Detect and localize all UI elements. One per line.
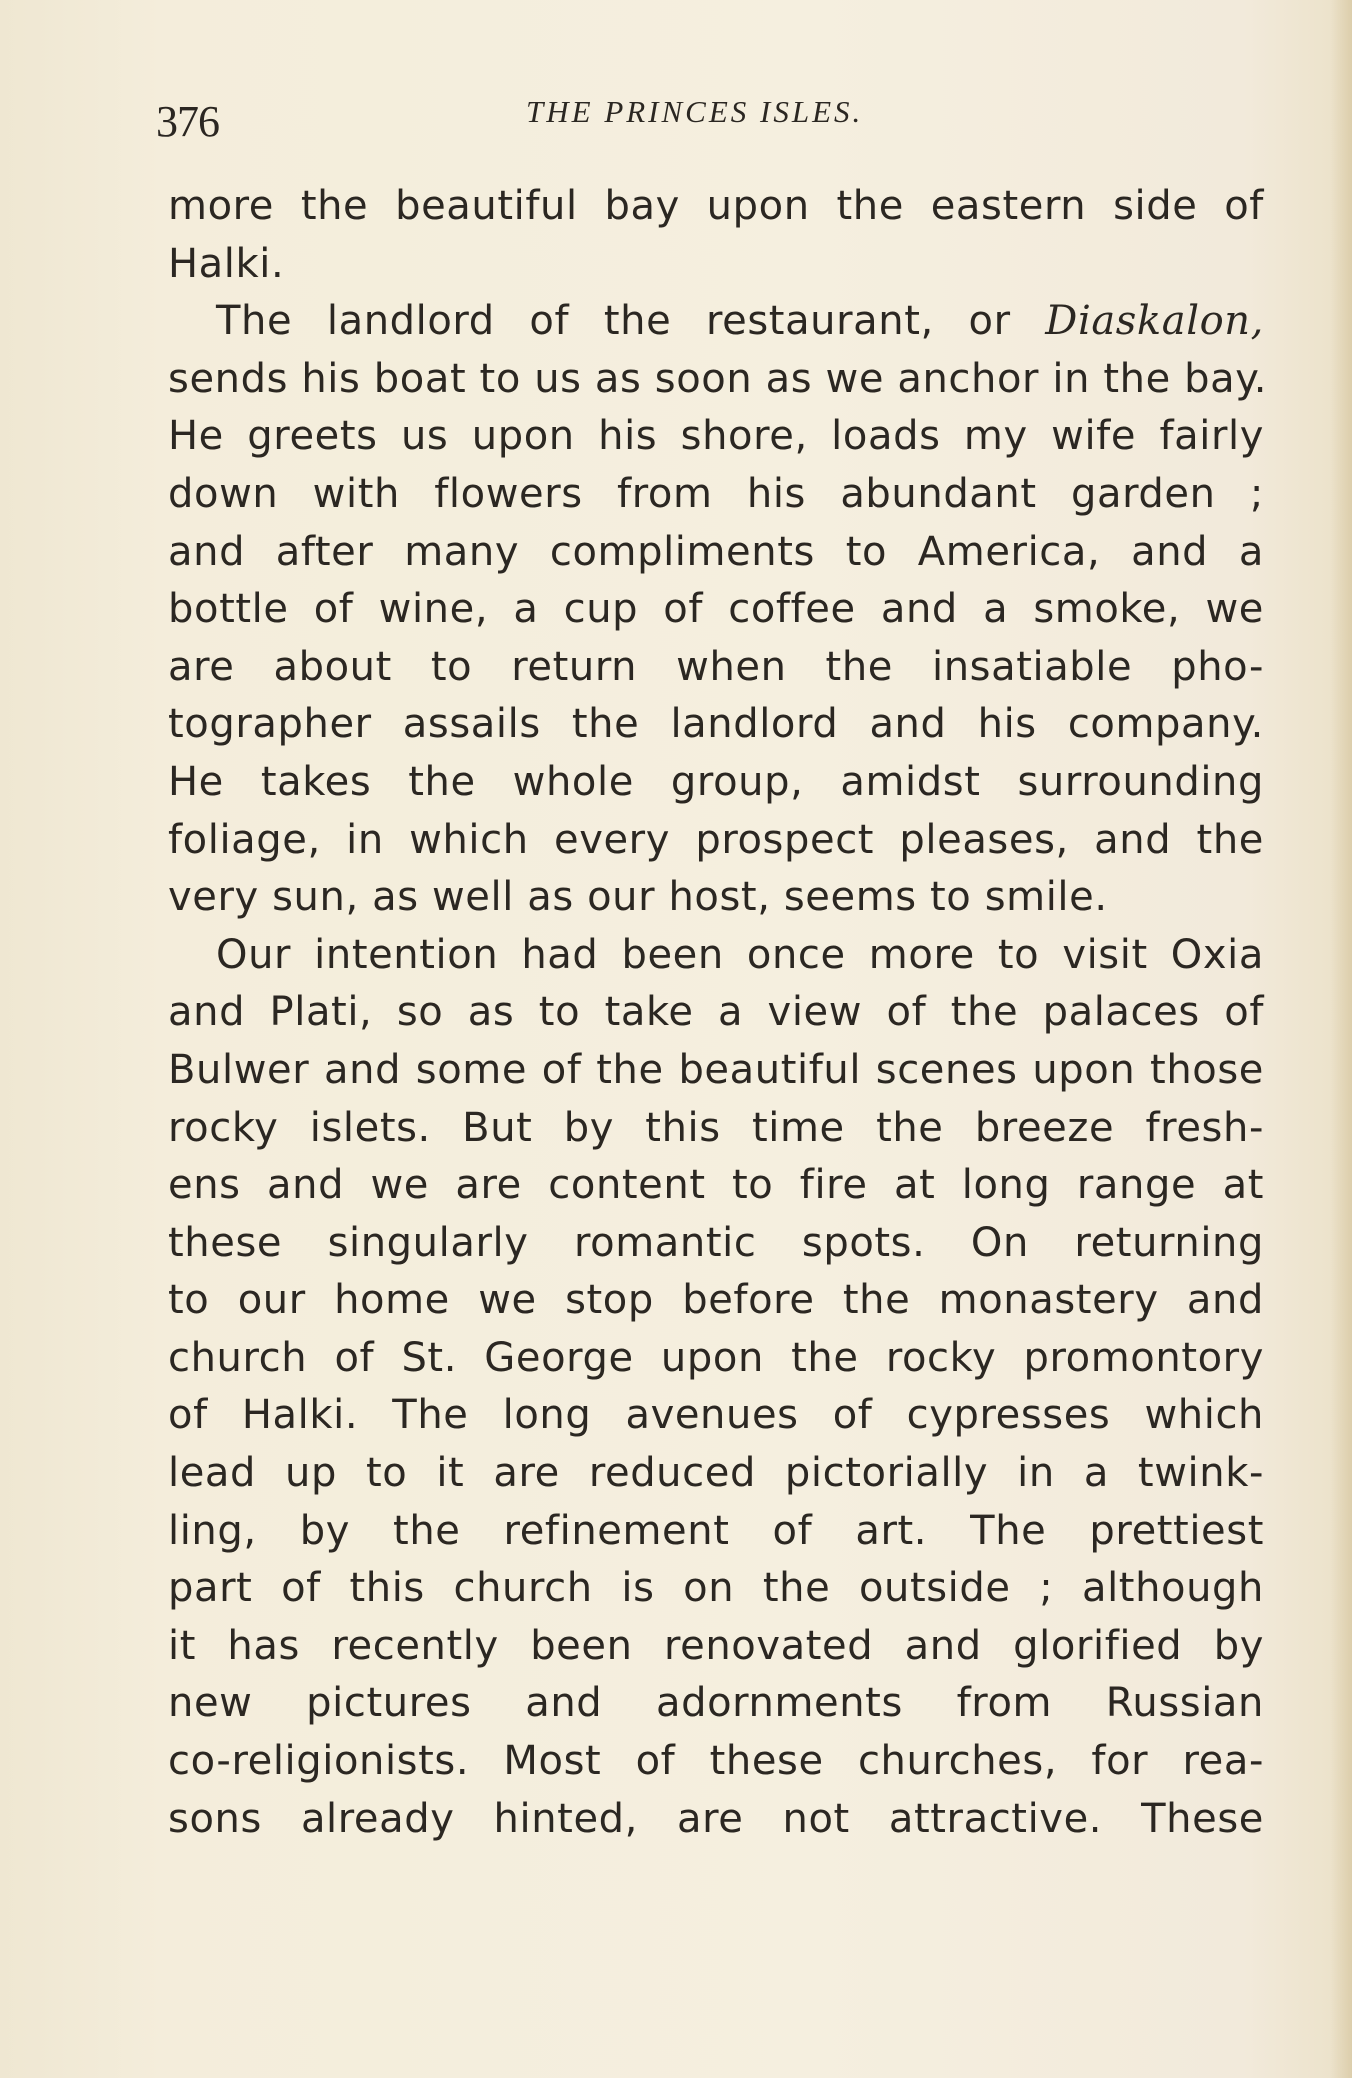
- text-line: sends his boat to us as soon as we anchor in the bay.: [168, 355, 1268, 402]
- body-text: [168, 178, 1268, 1848]
- running-head: [156, 88, 1276, 148]
- text-line: ling, by the refinement of art. The prettiest: [168, 1507, 1264, 1554]
- text-line: very sun, as well as our host, seems to smile.: [168, 874, 1108, 921]
- text-line: and after many compliments to America, and a: [168, 528, 1264, 575]
- text-line: church of St. George upon the rocky promontory: [168, 1334, 1264, 1381]
- text-line: ens and we are content to fire at long range at: [168, 1162, 1264, 1209]
- text-line: rocky islets. But by this time the breeze fresh-: [168, 1104, 1264, 1151]
- text-line: foliage, in which every prospect pleases, and the: [168, 816, 1264, 863]
- text-line: He takes the whole group, amidst surrounding: [168, 758, 1264, 805]
- text-line: more the beautiful bay upon the eastern side of: [168, 183, 1264, 229]
- text-line: bottle of wine, a cup of coffee and a smoke, we: [168, 586, 1264, 633]
- text-line: of Halki. The long avenues of cypresses which: [168, 1392, 1264, 1439]
- text-line: tographer assails the landlord and his company.: [168, 701, 1264, 748]
- text-line: and Plati, so as to take a view of the palaces of: [168, 989, 1264, 1036]
- text-line: Halki.: [168, 240, 285, 287]
- text-line: new pictures and adornments from Russian: [168, 1680, 1264, 1727]
- text-line: Our intention had been once more to visit Oxia: [216, 931, 1264, 978]
- page-number: 376: [156, 97, 219, 146]
- running-title: THE PRINCES ISLES.: [526, 94, 864, 129]
- text-line: [168, 293, 1264, 351]
- text-line: lead up to it are reduced pictorially in a twink-: [168, 1450, 1264, 1497]
- text-line: co-religionists. Most of these churches, for rea-: [168, 1738, 1264, 1785]
- text-line: He greets us upon his shore, loads my wife fairly: [168, 413, 1264, 460]
- italic-name: Diaskalon,: [1045, 298, 1264, 345]
- text-line: are about to return when the insatiable pho-: [168, 643, 1264, 690]
- text-line: these singularly romantic spots. On returning: [168, 1219, 1264, 1266]
- text-line: it has recently been renovated and glorified by: [168, 1622, 1264, 1669]
- text-line: part of this church is on the outside ; although: [168, 1565, 1264, 1612]
- text-line: sons already hinted, are not attractive. These: [168, 1795, 1264, 1842]
- text-line: to our home we stop before the monastery and: [168, 1277, 1264, 1324]
- text-line: Bulwer and some of the beautiful scenes upon those: [168, 1046, 1264, 1093]
- text-line: down with flowers from his abundant garden ;: [168, 470, 1264, 517]
- text-line-part: The landlord of the restaurant, or: [216, 298, 1011, 345]
